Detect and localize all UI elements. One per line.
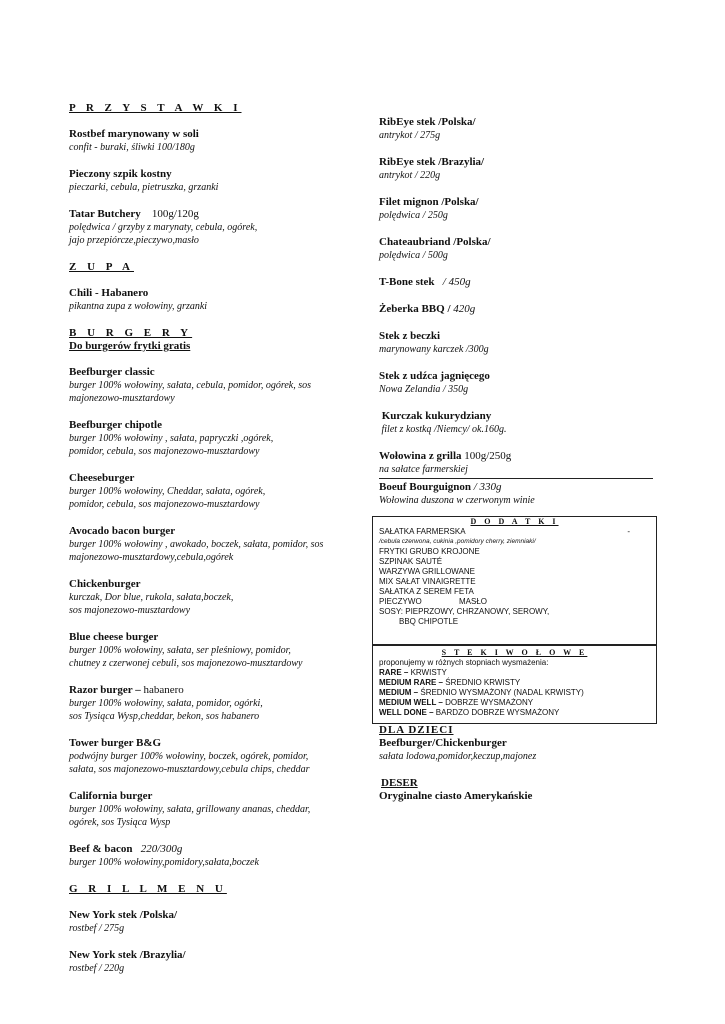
dodatki-row: SOSY: PIEPRZOWY, CHRZANOWY, SEROWY, [379,607,550,616]
dodatki-row [373,597,656,607]
item-name-text: Tatar Butchery [69,208,141,220]
item-desc: polędwica / 250g [379,210,448,221]
item-name: Blue cheese burger [69,631,159,643]
item-desc: sos majonezowo-musztardowy [69,605,191,616]
item-desc: antrykot / 220g [379,170,441,181]
dodatki-row: MIX SAŁAT VINAIGRETTE [379,577,476,586]
item-extra: / 330g [473,481,502,493]
item-desc: Wołowina duszona w czerwonym winie [379,495,535,506]
item-desc: majonezowo-musztardowy [69,393,175,404]
item-weight: 100g/120g [151,208,199,220]
item-desc: antrykot / 275g [379,130,441,141]
dodatki-box [372,516,657,646]
menu-item [69,684,359,723]
item-desc: burger 100% wołowiny,pomidory,sałata,boczek [69,857,259,868]
dodatki-row: /cebula czerwona, cukinia ,pomidory cherry, ziemniaki/ [379,538,536,545]
item-name-text: Beef & bacon [69,843,133,855]
item-desc: marynowany karczek /300g [379,344,489,355]
doneness-value: DOBRZE WYSMAŻONY [445,698,534,707]
doneness-key: RARE – [379,668,409,677]
item-name-text: Razor burger – [69,684,141,696]
item-name-text: T-Bone stek [379,276,435,288]
steki-wolowe-title: S T E K I W O Ł O W E [441,648,588,657]
item-desc: pikantna zupa z wołowiny, grzanki [69,301,208,312]
item-desc: pomidor, cebula, sos majonezowo-musztardowy [69,499,260,510]
item-desc: Nowa Zelandia / 350g [379,384,469,395]
menu-item [379,156,655,182]
steki-wolowe-intro: proponujemy w różnych stopniach wysmażenia: [379,658,549,667]
item-name-text: Żeberka BBQ / [379,303,451,315]
item-desc: sałata lodowa,pomidor,keczup,majonez [379,751,537,762]
item-desc: kurczak, Dor blue, rukola, sałata,boczek, [69,592,234,603]
item-desc: burger 100% wołowiny, Cheddar, sałata, ogórek, [69,486,266,497]
menu-item [69,419,359,458]
menu-item [69,843,359,869]
item-desc: confit - buraki, śliwki 100/180g [69,142,195,153]
item-extra: / 450g [442,276,471,288]
section-title-burgery: B U R G E R Y [69,327,193,339]
menu-item [69,631,359,670]
doneness-value: ŚREDNIO KRWISTY [445,678,521,687]
menu-item [69,949,359,975]
item-name [379,481,655,494]
item-name: Filet mignon /Polska/ [379,196,479,208]
section-title-zupa: Z U P A [69,261,134,273]
menu-item [69,128,359,154]
item-name [379,450,655,463]
item-name: Avocado bacon burger [69,525,176,537]
menu-item [69,909,359,935]
dodatki-row: FRYTKI GRUBO KROJONE [379,547,480,556]
item-desc: chutney z czerwonej cebuli, sos majonezowo-musztardowy [69,658,303,669]
menu-item [379,410,655,436]
doneness-value: ŚREDNIO WYSMAŻONY (NADAL KRWISTY) [420,688,584,697]
item-desc: polędwica / 500g [379,250,448,261]
doneness-key: WELL DONE – [379,708,434,717]
doneness-row [373,668,656,678]
item-name [379,303,655,316]
section-title-grill: G R I L L M E N U [69,883,227,895]
dodatki-row: SAŁATKA Z SEREM FETA [379,587,474,596]
dodatki-row: WARZYWA GRILLOWANE [379,567,476,576]
item-name: Chateaubriand /Polska/ [379,236,491,248]
doneness-key: MEDIUM – [379,688,419,697]
section-title-deser: DESER [381,777,418,789]
item-name: Beefburger classic [69,366,155,378]
kids-dessert-section [379,724,655,803]
right-column [379,116,655,507]
item-name [69,208,359,221]
item-desc: pomidor, cebula, sos majonezowo-musztardowy [69,446,260,457]
dodatki-row: BBQ CHIPOTLE [399,617,459,626]
item-desc: filet z kostką /Niemcy/ ok.160g. [379,424,507,435]
doneness-row [373,678,656,688]
dodatki-title: D O D A T K I [470,517,559,526]
menu-item [69,208,359,247]
menu-item [379,330,655,356]
dodatki-row-text: PIECZYWO [379,597,422,606]
menu-item [379,236,655,262]
item-name-text: Wołowina z grilla [379,450,462,462]
item-desc: pieczarki, cebula, pietruszka, grzanki [69,182,219,193]
item-extra: 100g/250g [464,450,512,462]
item-name: RibEye stek /Brazylia/ [379,156,485,168]
item-name [69,843,359,856]
doneness-key: MEDIUM WELL – [379,698,443,707]
dodatki-dash: - [627,527,630,536]
item-name: California burger [69,790,153,802]
menu-item [69,525,359,564]
doneness-row [373,698,656,708]
section-subtitle-burgery: Do burgerów frytki gratis [69,340,191,352]
doneness-key: MEDIUM RARE – [379,678,444,687]
item-name: New York stek /Polska/ [69,909,178,921]
section-title-przystawki: P R Z Y S T A W K I [69,102,242,114]
dodatki-row-text: SAŁATKA FARMERSKA [379,527,466,536]
item-name [379,276,655,289]
item-name: Pieczony szpik kostny [69,168,172,180]
menu-item [379,450,655,476]
item-name [69,684,359,697]
item-name: Rostbef marynowany w soli [69,128,199,140]
item-name-text: Boeuf Bourguignon [379,481,471,493]
item-desc: burger 100% wołowiny, sałata, grillowany ananas, cheddar, [69,804,311,815]
item-desc: jajo przepiórcze,pieczywo,masło [69,235,199,246]
menu-item [379,196,655,222]
item-name: Tower burger B&G [69,737,162,749]
menu-item [69,168,359,194]
item-name: Kurczak kukurydziany [379,410,492,422]
menu-item [69,790,359,829]
doneness-value: KRWISTY [410,668,447,677]
menu-item [379,370,655,396]
item-desc: polędwica / grzyby z marynaty, cebula, ogórek, [69,222,258,233]
item-name: Stek z udźca jagnięcego [379,370,490,382]
doneness-row [373,708,656,718]
divider [379,478,653,479]
item-name: Chili - Habanero [69,287,149,299]
left-column [69,102,359,975]
item-desc: sos Tysiąca Wysp,cheddar, bekon, sos habanero [69,711,260,722]
item-desc: ogórek, sos Tysiąca Wysp [69,817,171,828]
item-name: Stek z beczki [379,330,441,342]
item-desc: rostbef / 220g [69,963,125,974]
item-name: New York stek /Brazylia/ [69,949,186,961]
doneness-row [373,688,656,698]
item-desc: burger 100% wołowiny, sałata, cebula, pomidor, ogórek, sos [69,380,312,391]
item-name: Cheeseburger [69,472,135,484]
dodatki-row-text: MASŁO [459,597,488,606]
item-extra: 420g [453,303,476,315]
item-name: RibEye stek /Polska/ [379,116,476,128]
section-title-dzieci: DLA DZIECI [379,724,454,736]
menu-item [69,472,359,511]
item-desc: sałata, sos majonezowo-musztardowy,cebula chips, cheddar [69,764,310,775]
item-desc: burger 100% wołowiny , sałata, papryczki ,ogórek, [69,433,274,444]
item-extra: habanero [143,684,184,696]
menu-item [379,116,655,142]
item-desc: majonezowo-musztardowy,cebula,ogórek [69,552,234,563]
item-name: Oryginalne ciasto Amerykańskie [379,790,533,802]
dodatki-row: SZPINAK SAUTÉ [379,557,443,566]
menu-item [69,287,359,313]
dodatki-row [373,527,656,537]
item-desc: podwójny burger 100% wołowiny, boczek, ogórek, pomidor, [69,751,309,762]
menu-item [379,481,655,507]
menu-item [69,578,359,617]
item-desc: na sałatce farmerskiej [379,464,468,475]
menu-item [379,303,655,316]
item-extra: 220/300g [140,843,183,855]
item-name: Beefburger/Chickenburger [379,737,507,749]
item-name: Beefburger chipotle [69,419,162,431]
item-desc: rostbef / 275g [69,923,125,934]
doneness-value: BARDZO DOBRZE WYSMAŻONY [435,708,560,717]
item-name: Chickenburger [69,578,141,590]
item-desc: burger 100% wołowiny, sałata, ser pleśniowy, pomidor, [69,645,291,656]
menu-item [69,737,359,776]
steki-wolowe-box [372,644,657,724]
item-desc: burger 100% wołowiny , awokado, boczek, sałata, pomidor, sos [69,539,324,550]
menu-item [379,276,655,289]
menu-item [69,366,359,405]
item-desc: burger 100% wołowiny, sałata, pomidor, ogórki, [69,698,263,709]
